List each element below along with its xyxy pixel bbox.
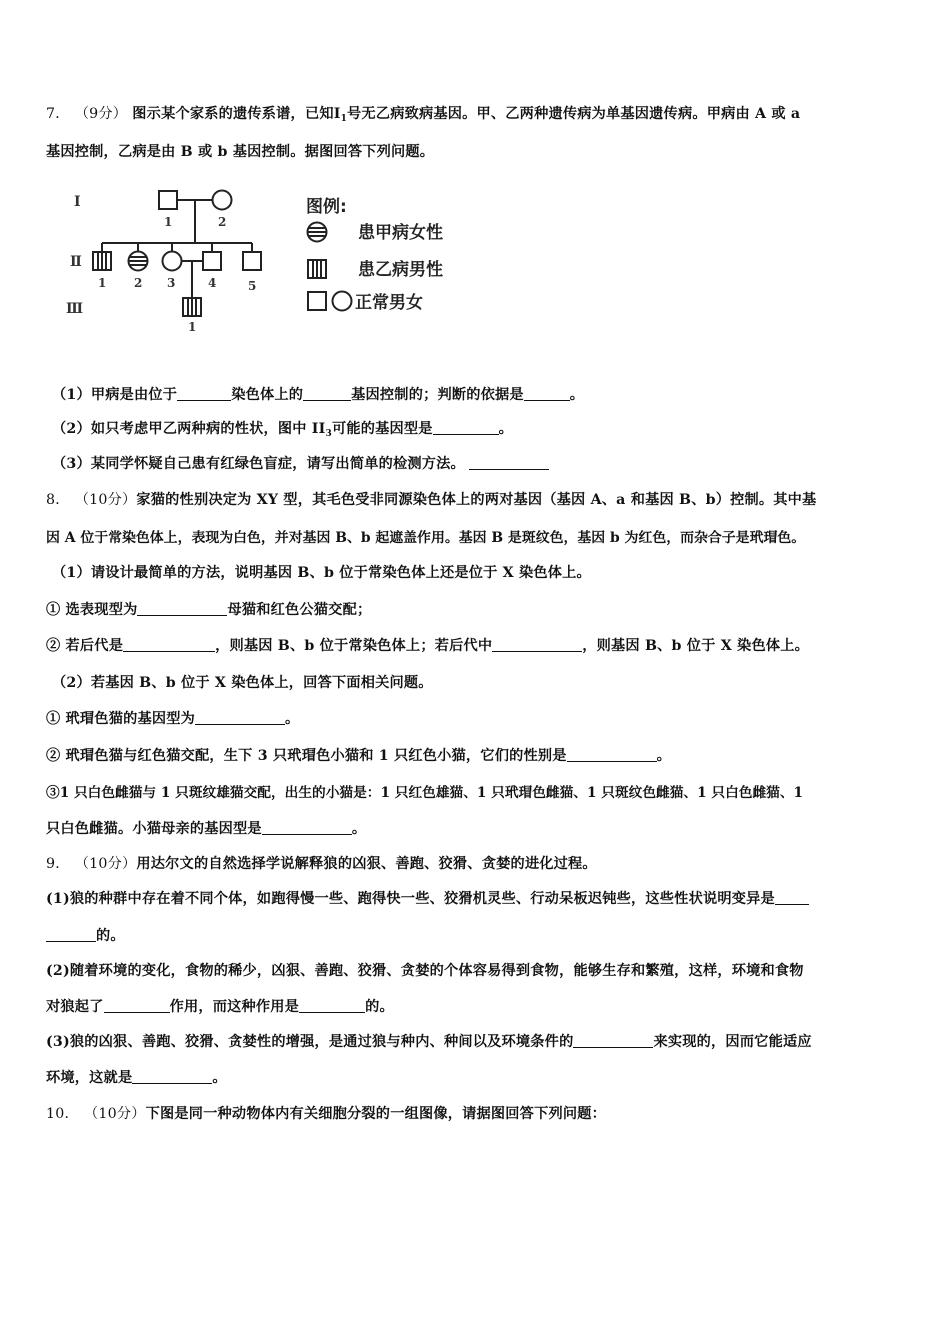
gen-label-I: Ⅰ (74, 194, 81, 210)
q7-sub-1 (52, 384, 584, 404)
q7-sub2-subscript: 3 (325, 429, 332, 439)
q8-p2c-text-b: 。 (351, 821, 367, 837)
q8-p1a-text-a: ① 选表现型为 (46, 602, 138, 618)
legend-label-b: 患乙病男性 (358, 260, 443, 280)
q8-p2c-line-2 (46, 818, 366, 838)
q7-sub2-text-a: （2）如只考虑甲乙两种病的性状，图中 II (52, 421, 326, 437)
q8-p2b-text-a: ② 玳瑁色猫与红色猫交配，生下 3 只玳瑁色小猫和 1 只红色小猫，它们的性别是 (46, 748, 567, 764)
q9-s2-text-b: 作用，而这种作用是 (169, 999, 300, 1015)
q9-s3-text-a: (3)狼的凶狠、善跑、狡猾、贪婪性的增强，是通过狼与种内、种间以及环境条件的 (46, 1034, 574, 1050)
q7-stem-b: 号无乙病致病基因。甲、乙两种遗传病为单基因遗传病。甲病由 A 或 a (347, 106, 801, 122)
legend-square-icon (308, 292, 326, 310)
q9-s1-line-1 (46, 888, 809, 908)
ped-II3-female-normal (163, 252, 182, 271)
ped-I1-male-normal (159, 191, 177, 209)
answer-blank[interactable] (132, 1069, 212, 1084)
legend-label-a: 患甲病女性 (358, 223, 443, 243)
legend-circle-icon (333, 292, 352, 311)
q9-s3-line-2 (46, 1067, 227, 1087)
q10-intro: 下图是同一种动物体内有关细胞分裂的一组图像，请据图回答下列问题： (145, 1106, 607, 1122)
q10-number: 10． (46, 1106, 79, 1122)
q10-score: （10分） (83, 1106, 146, 1122)
q8-p2c-line-1: ③1 只白色雌猫与 1 只斑纹雄猫交配，出生的小猫是：1 只红色雄猫、1 只玳瑁色雌猫、1 只斑纹色雌猫、1 只白色雌猫、1 (46, 785, 804, 801)
q7-stem-sub: 1 (340, 114, 348, 124)
q8-number: 8． (46, 492, 70, 508)
q9-line-1 (46, 853, 597, 873)
q8-p2a-text-b: 。 (285, 711, 300, 727)
answer-blank[interactable] (104, 998, 170, 1013)
q9-s1-line-2 (46, 925, 125, 945)
q8-score: （10分） (74, 492, 137, 508)
answer-blank[interactable] (567, 747, 657, 762)
q9-s2-line-1: (2)随着环境的变化，食物的稀少，凶狠、善跑、狡猾、贪婪的个体容易得到食物，能够生存和繁殖，这样，环境和食物 (46, 963, 804, 979)
gen-label-II: Ⅱ (70, 254, 82, 270)
answer-blank[interactable] (433, 420, 499, 435)
answer-blank[interactable] (46, 927, 96, 942)
q7-sub-2 (52, 418, 513, 439)
q9-intro: 用达尔文的自然选择学说解释狼的凶狠、善跑、狡猾、贪婪的进化过程。 (136, 856, 597, 872)
q8-line-2: 因 A 位于常染色体上，表现为白色，并对基因 B、b 起遮盖作用。基因 B 是斑纹色，基因 b 为红色，而杂合子是玳瑁色。 (46, 530, 806, 546)
ind-label-I1: 1 (164, 215, 173, 229)
answer-blank[interactable] (524, 386, 570, 401)
q8-p1b (46, 635, 809, 655)
answer-blank[interactable] (177, 386, 231, 401)
legend-label-c: 正常男女 (355, 293, 423, 313)
ped-II5-male-normal (243, 252, 261, 270)
q8-p2b (46, 745, 671, 765)
q8-p2a (46, 708, 299, 728)
q9-score: （10分） (74, 856, 137, 872)
q8-p2b-text-b: 。 (656, 748, 672, 764)
answer-blank[interactable] (573, 1033, 653, 1048)
q7-sub3-text-a: （3）某同学怀疑自己患有红绿色盲症，请写出简单的检测方法。 (52, 456, 465, 472)
q9-s3-line-1 (46, 1031, 812, 1051)
q7-score: （9分） (74, 106, 128, 122)
ind-label-II4: 4 (208, 276, 217, 290)
ind-label-III1: 1 (188, 320, 197, 334)
ind-label-II5: 5 (248, 279, 257, 293)
q7-sub2-text-b: 可能的基因型是 (331, 421, 433, 437)
q10-line-1 (46, 1103, 606, 1123)
ped-I2-female-normal (213, 191, 232, 210)
q7-line-2: 基因控制，乙病是由 B 或 b 基因控制。据图回答下列问题。 (46, 144, 435, 160)
pedigree-figure (62, 180, 482, 340)
ind-label-II1: 1 (98, 276, 107, 290)
q8-p1b-text-b: ，则基因 B、b 位于常染色体上；若后代中 (215, 638, 493, 654)
q7-sub1-text-b: 染色体上的 (231, 387, 304, 403)
q9-s3-text-c: 环境，这就是 (46, 1070, 133, 1086)
legend-title: 图例: (306, 197, 347, 217)
q8-p1a-text-b: 母猫和红色公猫交配； (227, 602, 372, 618)
q9-s2-line-2 (46, 996, 394, 1016)
answer-blank[interactable] (303, 386, 351, 401)
q7-sub1-text-d: 。 (569, 387, 585, 403)
q9-s2-text-a: 对狼起了 (46, 999, 104, 1015)
q9-s2-text-c: 的。 (365, 999, 394, 1015)
q8-p2c-text-a: 只白色雌猫。小猫母亲的基因型是 (46, 821, 262, 837)
q7-sub-3 (52, 453, 549, 473)
q8-p1b-text-a: ② 若后代是 (46, 638, 124, 654)
q8-stem-1: 家猫的性别决定为 XY 型，其毛色受非同源染色体上的两对基因（基因 A、a 和基因 B、b）控制。其中基 (136, 492, 817, 508)
answer-blank[interactable] (123, 637, 215, 652)
ind-label-II2: 2 (134, 276, 143, 290)
q9-s1-text-end: 的。 (96, 928, 125, 944)
answer-blank[interactable] (775, 890, 809, 905)
q9-s3-text-b: 来实现的，因而它能适应 (653, 1034, 812, 1050)
answer-blank[interactable] (469, 455, 549, 470)
q8-p2: （2）若基因 B、b 位于 X 染色体上，回答下面相关问题。 (52, 675, 433, 691)
answer-blank[interactable] (262, 820, 352, 835)
q7-sub1-text-c: 基因控制的；判断的依据是 (351, 387, 524, 403)
q8-p2a-text-a: ① 玳瑁色猫的基因型为 (46, 711, 196, 727)
ind-label-I2: 2 (218, 215, 227, 229)
q7-number: 7． (46, 106, 70, 122)
q7-stem-a: 图示某个家系的遗传系谱，已知Ⅰ (132, 106, 341, 122)
q8-p1: （1）请设计最简单的方法，说明基因 B、b 位于常染色体上还是位于 X 染色体上。 (52, 565, 591, 581)
q7-sub2-text-c: 。 (498, 421, 514, 437)
answer-blank[interactable] (137, 601, 227, 616)
q9-number: 9． (46, 856, 70, 872)
q8-p1b-text-c: ，则基因 B、b 位于 X 染色体上。 (582, 638, 809, 654)
q7-sub1-text-a: （1）甲病是由位于 (52, 387, 178, 403)
answer-blank[interactable] (195, 710, 285, 725)
ind-label-II3: 3 (167, 276, 176, 290)
gen-label-III: Ⅲ (66, 301, 84, 317)
q9-s1-text: (1)狼的种群中存在着不同个体，如跑得慢一些、跑得快一些、狡猾机灵些、行动呆板迟钝些，这些性状说明变异是 (46, 891, 775, 907)
q9-s3-text-d: 。 (212, 1070, 227, 1086)
q8-p1a (46, 599, 371, 619)
ped-II4-male-normal (203, 252, 221, 270)
q8-line-1 (46, 489, 816, 509)
q7-line-1 (46, 103, 800, 124)
answer-blank[interactable] (299, 998, 365, 1013)
answer-blank[interactable] (492, 637, 582, 652)
